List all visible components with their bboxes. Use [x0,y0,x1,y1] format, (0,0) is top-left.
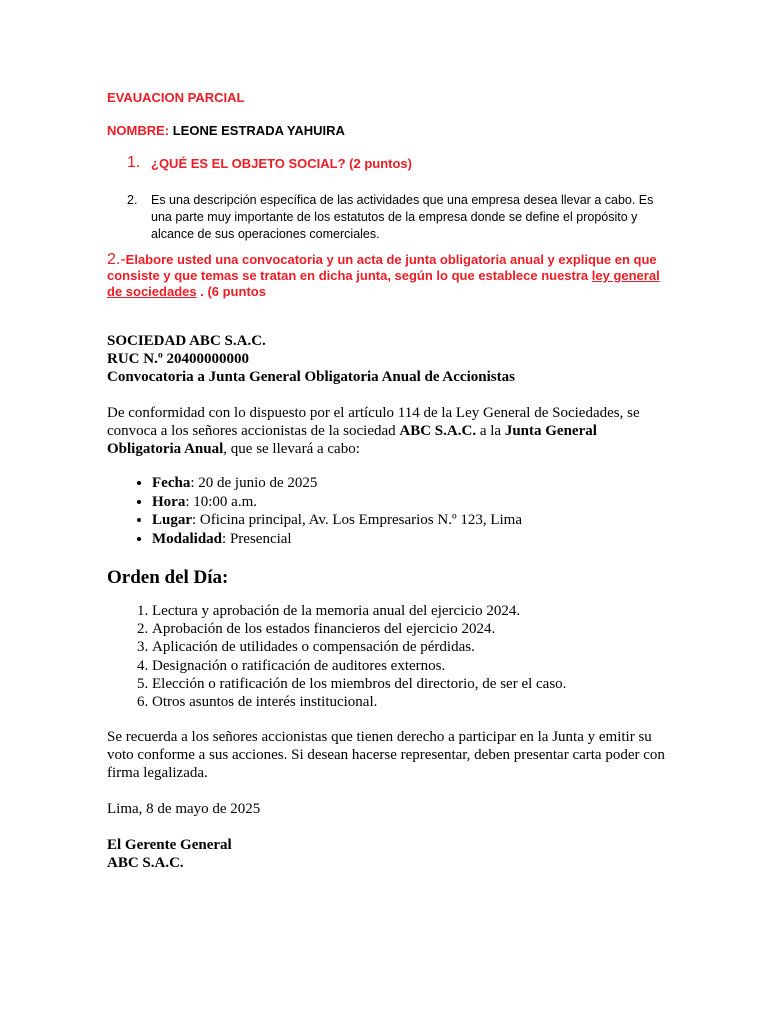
answer-1-text: Es una descripción específica de las actividades que una empresa desea llevar a cabo. Es una parte muy importante de los estatutos de la empresa donde se define el propósito y alcance de sus operaciones comerciales. [151,193,654,241]
question-2-suffix: . (6 puntos [196,284,266,299]
convocation-heading: Convocatoria a Junta General Obligatoria Anual de Accionistas [107,369,515,385]
question-2-number: 2.- [107,251,126,268]
intro-text-3: , que se llevará a cabo: [223,441,360,457]
answer-1 [127,192,667,243]
agenda-item: 5. Elección o ratificación de los miembros del directorio, de ser el caso. [152,675,566,693]
meeting-details-list [107,474,522,548]
detail-label: Modalidad [152,530,223,547]
date-line: Lima, 8 de mayo de 2025 [107,801,261,817]
question-1-number: 1. [127,154,141,171]
intro-text-1: De conformidad con lo dispuesto por el artículo 114 de la Ley General de Sociedades, se convoca a los señores accionistas de la sociedad [107,405,640,439]
intro-junta: Junta General Obligatoria Anual [107,423,597,457]
detail-value: : 10:00 a.m. [185,493,257,510]
signature-block [107,836,232,872]
signer-title: El Gerente General [107,837,232,853]
question-2 [107,252,667,300]
ruc-number: RUC N.º 20400000000 [107,351,250,367]
agenda-item: 6. Otros asuntos de interés institucional. [152,693,566,711]
detail-label: Fecha [152,475,191,491]
agenda-item: 1. Lectura y aprobación de la memoria anual del ejercicio 2024. [152,602,566,620]
detail-value: : Oficina principal, Av. Los Empresarios N.º 123, Lima [192,512,523,528]
detail-hora [152,493,522,512]
detail-fecha [152,474,522,493]
student-name: LEONE ESTRADA YAHUIRA [172,123,345,138]
question-2-text: Elabore usted una convocatoria y un acta de junta obligatoria anual y explique en que consiste y que temas se tratan en dicha junta, según lo que establece nuestra [107,252,657,283]
agenda-item: 2. Aprobación de los estados financieros del ejercicio 2024. [152,620,566,638]
intro-text-2: a la [476,423,505,439]
detail-value: : Presencial [222,530,292,547]
agenda-item: 4. Designación o ratificación de auditores externos. [152,657,566,675]
law-link[interactable]: ley general de sociedades [107,268,660,299]
agenda-list [107,602,566,711]
reminder-paragraph: Se recuerda a los señores accionistas que tienen derecho a participar en la Junta y emitir su voto conforme a sus acciones. Si desean hacerse representar, deben presentar carta poder con firma legalizada. [107,729,665,781]
intro-company: ABC S.A.C. [399,423,477,439]
name-label: NOMBRE: [107,123,170,138]
student-name-line [107,123,345,138]
convocation-header [107,332,515,386]
signer-company: ABC S.A.C. [107,855,184,871]
exam-title: EVAUACION PARCIAL [107,90,245,105]
company-name: SOCIEDAD ABC S.A.C. [107,333,266,349]
question-1-text: ¿QUÉ ES EL OBJETO SOCIAL? (2 puntos) [151,156,412,171]
convocation-intro [107,404,657,458]
agenda-item: 3. Aplicación de utilidades o compensación de pérdidas. [152,638,566,656]
answer-1-number: 2. [127,193,138,207]
detail-lugar [152,511,522,530]
detail-label: Hora [152,493,186,510]
question-1 [127,156,412,172]
detail-modalidad [152,530,522,549]
detail-label: Lugar [152,512,193,528]
agenda-title: Orden del Día: [107,567,229,588]
detail-value: : 20 de junio de 2025 [190,475,318,491]
